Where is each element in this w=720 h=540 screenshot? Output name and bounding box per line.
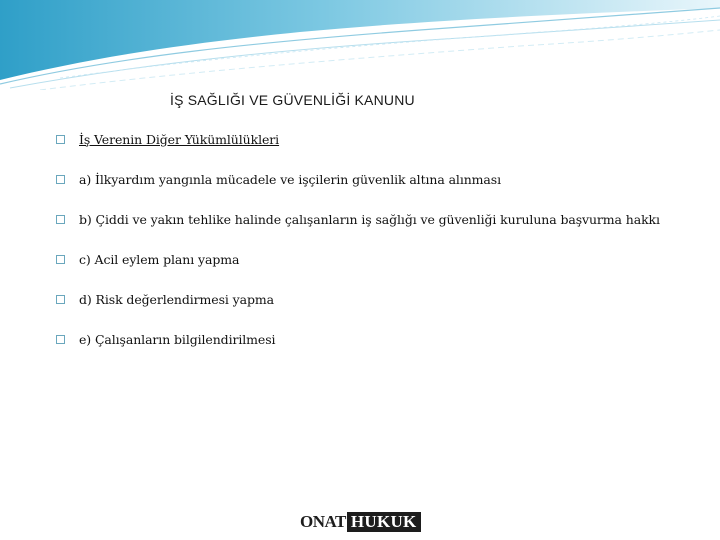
bullet-text: a) İlkyardım yangınla mücadele ve işçilerin güvenlik altına alınması — [79, 171, 501, 187]
bullet-icon — [56, 255, 65, 264]
header-wave-decoration — [0, 0, 720, 90]
bullet-text: İş Verenin Diğer Yükümlülükleri — [79, 131, 280, 147]
bullet-icon — [56, 175, 65, 184]
bullet-text: d) Risk değerlendirmesi yapma — [79, 291, 274, 307]
onat-hukuk-logo — [300, 512, 421, 532]
page-title: İŞ SAĞLIĞI VE GÜVENLİĞİ KANUNU — [170, 92, 415, 108]
list-item — [56, 249, 706, 269]
list-item — [56, 129, 706, 149]
bullet-list — [56, 129, 706, 369]
logo-text-onat: ONAT — [300, 512, 346, 531]
bullet-icon — [56, 295, 65, 304]
list-item — [56, 169, 706, 189]
bullet-text: e) Çalışanların bilgilendirilmesi — [79, 331, 276, 347]
list-item — [56, 329, 706, 349]
bullet-icon — [56, 215, 65, 224]
logo-text-hukuk: HUKUK — [347, 512, 421, 532]
bullet-icon — [56, 135, 65, 144]
list-item — [56, 209, 706, 229]
list-item — [56, 289, 706, 309]
bullet-text: c) Acil eylem planı yapma — [79, 251, 240, 267]
bullet-text: b) Çiddi ve yakın tehlike halinde çalışanların iş sağlığı ve güvenliği kuruluna başvurma hakkı — [79, 211, 660, 227]
bullet-icon — [56, 335, 65, 344]
